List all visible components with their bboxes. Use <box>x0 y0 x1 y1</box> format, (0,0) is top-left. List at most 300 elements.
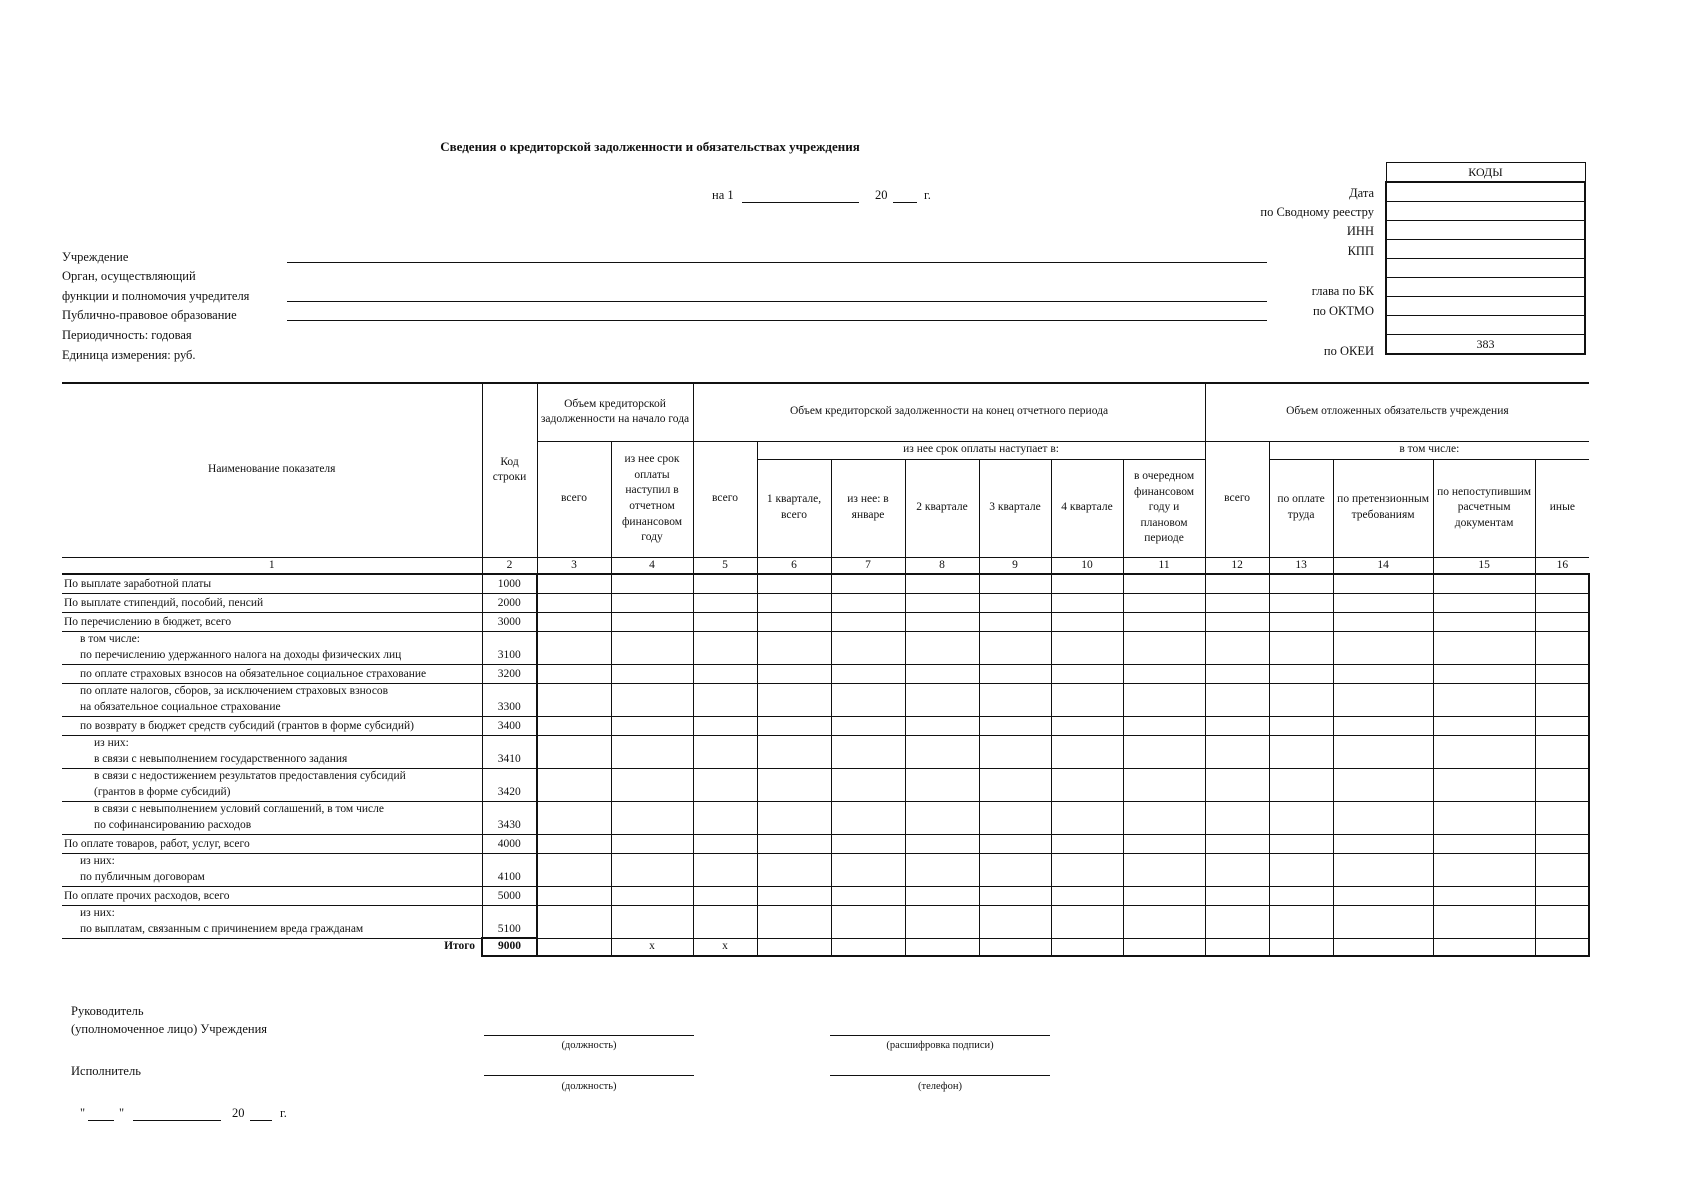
th-q4: 4 квартале <box>1051 459 1123 557</box>
cell-col-10[interactable] <box>1051 735 1123 768</box>
row-name: по оплате страховых взносов на обязательное социальное страхование <box>62 664 482 683</box>
cell-col-8[interactable] <box>905 905 979 938</box>
col-number-2: 2 <box>482 557 537 574</box>
sign-date-month-field[interactable] <box>133 1120 221 1121</box>
cell-col-6[interactable] <box>757 593 831 612</box>
cell-col-4[interactable] <box>611 735 693 768</box>
code-value-date[interactable] <box>1386 182 1585 202</box>
col-number-11: 11 <box>1123 557 1205 574</box>
cell-col-12[interactable] <box>1205 593 1269 612</box>
cell-col-4[interactable] <box>611 612 693 631</box>
cell-col-8[interactable] <box>905 683 979 716</box>
cell-col-6[interactable] <box>757 905 831 938</box>
cell-col-10[interactable] <box>1051 631 1123 664</box>
cell-col-15[interactable] <box>1433 612 1535 631</box>
cell-col-6[interactable] <box>757 716 831 735</box>
th-q1: 1 квартале, всего <box>757 459 831 557</box>
cell-col-10[interactable] <box>1051 801 1123 834</box>
cell-col-7[interactable] <box>831 593 905 612</box>
cell-col-3[interactable] <box>537 612 611 631</box>
cell-col-16[interactable] <box>1535 574 1589 593</box>
cell-col-11[interactable] <box>1123 664 1205 683</box>
cell-col-14[interactable] <box>1333 664 1433 683</box>
total-cell-col-12[interactable] <box>1205 938 1269 956</box>
cell-col-7[interactable] <box>831 886 905 905</box>
cell-col-15[interactable] <box>1433 683 1535 716</box>
code-label-kpp: КПП <box>1347 244 1374 258</box>
th-other: иные <box>1535 459 1589 557</box>
cell-col-11[interactable] <box>1123 801 1205 834</box>
row-name: из них: по выплатам, связанным с причинением вреда гражданам <box>62 905 482 938</box>
col-number-9: 9 <box>979 557 1051 574</box>
cell-col-13[interactable] <box>1269 716 1333 735</box>
cell-col-7[interactable] <box>831 612 905 631</box>
cell-col-8[interactable] <box>905 574 979 593</box>
row-name: По оплате прочих расходов, всего <box>62 886 482 905</box>
cell-col-16[interactable] <box>1535 631 1589 664</box>
cell-col-13[interactable] <box>1269 834 1333 853</box>
cell-col-5[interactable] <box>693 735 757 768</box>
cell-col-10[interactable] <box>1051 593 1123 612</box>
cell-col-6[interactable] <box>757 664 831 683</box>
cell-col-13[interactable] <box>1269 905 1333 938</box>
cell-col-3[interactable] <box>537 664 611 683</box>
cell-col-3[interactable] <box>537 735 611 768</box>
cell-col-3[interactable] <box>537 768 611 801</box>
table-row <box>62 886 1589 905</box>
cell-col-7[interactable] <box>831 905 905 938</box>
institution-field[interactable] <box>287 262 1267 263</box>
cell-col-15[interactable] <box>1433 905 1535 938</box>
cell-col-14[interactable] <box>1333 735 1433 768</box>
cell-col-8[interactable] <box>905 834 979 853</box>
cell-col-16[interactable] <box>1535 801 1589 834</box>
head-position-caption: (должность) <box>561 1040 617 1051</box>
cell-col-6[interactable] <box>757 768 831 801</box>
cell-col-3[interactable] <box>537 683 611 716</box>
total-cell-col-10[interactable] <box>1051 938 1123 956</box>
row-code: 3000 <box>482 612 537 631</box>
cell-col-5[interactable] <box>693 768 757 801</box>
total-cell-col-15[interactable] <box>1433 938 1535 956</box>
cell-col-7[interactable] <box>831 664 905 683</box>
cell-col-7[interactable] <box>831 834 905 853</box>
sign-date-suffix: г. <box>280 1106 287 1120</box>
page-title: Сведения о кредиторской задолженности и обязательствах учреждения <box>440 139 860 154</box>
cell-col-9[interactable] <box>979 853 1051 886</box>
cell-col-4[interactable] <box>611 768 693 801</box>
date-day-month-field[interactable] <box>742 202 859 203</box>
cell-col-5[interactable] <box>693 612 757 631</box>
cell-col-6[interactable] <box>757 735 831 768</box>
cell-col-7[interactable] <box>831 631 905 664</box>
cell-col-16[interactable] <box>1535 768 1589 801</box>
cell-col-12[interactable] <box>1205 683 1269 716</box>
total-cell-col-11[interactable] <box>1123 938 1205 956</box>
row-code: 3430 <box>482 801 537 834</box>
cell-col-10[interactable] <box>1051 834 1123 853</box>
cell-col-14[interactable] <box>1333 683 1433 716</box>
total-cell-col-7[interactable] <box>831 938 905 956</box>
cell-col-3[interactable] <box>537 716 611 735</box>
cell-col-3[interactable] <box>537 834 611 853</box>
cell-col-14[interactable] <box>1333 801 1433 834</box>
cell-col-11[interactable] <box>1123 905 1205 938</box>
total-cell-col-3[interactable] <box>537 938 611 956</box>
cell-col-10[interactable] <box>1051 683 1123 716</box>
code-value-bk[interactable] <box>1386 278 1585 297</box>
unit-label: Единица измерения: руб. <box>62 348 196 362</box>
cell-col-14[interactable] <box>1333 631 1433 664</box>
cell-col-10[interactable] <box>1051 853 1123 886</box>
cell-col-10[interactable] <box>1051 574 1123 593</box>
cell-col-5[interactable] <box>693 716 757 735</box>
cell-col-11[interactable] <box>1123 683 1205 716</box>
col-number-12: 12 <box>1205 557 1269 574</box>
cell-col-11[interactable] <box>1123 834 1205 853</box>
row-code: 1000 <box>482 574 537 593</box>
cell-col-16[interactable] <box>1535 593 1589 612</box>
organ-label-2: функции и полномочия учредителя <box>62 289 250 303</box>
code-label-inn: ИНН <box>1346 224 1374 238</box>
cell-col-8[interactable] <box>905 631 979 664</box>
row-name: из них: в связи с невыполнением государственного задания <box>62 735 482 768</box>
cell-col-16[interactable] <box>1535 716 1589 735</box>
report-table <box>62 382 1590 957</box>
cell-col-8[interactable] <box>905 716 979 735</box>
cell-col-4[interactable] <box>611 834 693 853</box>
th-end-due: из нее срок оплаты наступает в: <box>757 441 1205 459</box>
cell-col-3[interactable] <box>537 853 611 886</box>
row-code: 4000 <box>482 834 537 853</box>
cell-col-9[interactable] <box>979 593 1051 612</box>
cell-col-9[interactable] <box>979 612 1051 631</box>
cell-col-7[interactable] <box>831 683 905 716</box>
head-position-field[interactable] <box>484 1035 694 1036</box>
cell-col-11[interactable] <box>1123 574 1205 593</box>
col-number-10: 10 <box>1051 557 1123 574</box>
cell-col-9[interactable] <box>979 631 1051 664</box>
row-code: 5100 <box>482 905 537 938</box>
cell-col-12[interactable] <box>1205 768 1269 801</box>
cell-col-9[interactable] <box>979 768 1051 801</box>
date-suffix: г. <box>924 188 931 202</box>
total-x-mark: x <box>693 938 757 956</box>
sign-date-day-field[interactable] <box>88 1120 114 1121</box>
cell-col-12[interactable] <box>1205 886 1269 905</box>
cell-col-6[interactable] <box>757 853 831 886</box>
cell-col-14[interactable] <box>1333 612 1433 631</box>
col-number-8: 8 <box>905 557 979 574</box>
cell-col-4[interactable] <box>611 664 693 683</box>
cell-col-13[interactable] <box>1269 664 1333 683</box>
cell-col-11[interactable] <box>1123 735 1205 768</box>
cell-col-5[interactable] <box>693 905 757 938</box>
cell-col-15[interactable] <box>1433 768 1535 801</box>
cell-col-5[interactable] <box>693 834 757 853</box>
executor-phone-field[interactable] <box>830 1075 1050 1076</box>
cell-col-7[interactable] <box>831 768 905 801</box>
cell-col-14[interactable] <box>1333 886 1433 905</box>
cell-col-12[interactable] <box>1205 853 1269 886</box>
cell-col-13[interactable] <box>1269 631 1333 664</box>
cell-col-4[interactable] <box>611 853 693 886</box>
cell-col-9[interactable] <box>979 905 1051 938</box>
cell-col-7[interactable] <box>831 735 905 768</box>
institution-label: Учреждение <box>62 250 129 264</box>
code-label-registry: по Сводному реестру <box>1260 205 1374 219</box>
cell-col-13[interactable] <box>1269 612 1333 631</box>
code-value-oktmo[interactable] <box>1386 297 1585 316</box>
cell-col-13[interactable] <box>1269 853 1333 886</box>
col-number-4: 4 <box>611 557 693 574</box>
cell-col-10[interactable] <box>1051 664 1123 683</box>
cell-col-15[interactable] <box>1433 801 1535 834</box>
cell-col-3[interactable] <box>537 574 611 593</box>
codes-header: КОДЫ <box>1386 163 1585 183</box>
cell-col-15[interactable] <box>1433 593 1535 612</box>
code-value-registry[interactable] <box>1386 202 1585 221</box>
cell-col-3[interactable] <box>537 886 611 905</box>
cell-col-16[interactable] <box>1535 886 1589 905</box>
cell-col-13[interactable] <box>1269 683 1333 716</box>
cell-col-13[interactable] <box>1269 886 1333 905</box>
th-q2: 2 квартале <box>905 459 979 557</box>
sign-date-year-prefix: 20 <box>232 1106 245 1120</box>
total-cell-col-6[interactable] <box>757 938 831 956</box>
table-row <box>62 853 1589 886</box>
row-code: 5000 <box>482 886 537 905</box>
th-code: Код строки <box>482 383 537 557</box>
cell-col-11[interactable] <box>1123 612 1205 631</box>
cell-col-13[interactable] <box>1269 593 1333 612</box>
cell-col-7[interactable] <box>831 716 905 735</box>
cell-col-15[interactable] <box>1433 574 1535 593</box>
total-cell-col-9[interactable] <box>979 938 1051 956</box>
cell-col-14[interactable] <box>1333 853 1433 886</box>
cell-col-13[interactable] <box>1269 801 1333 834</box>
cell-col-12[interactable] <box>1205 664 1269 683</box>
table-row <box>62 801 1589 834</box>
public-entity-field[interactable] <box>287 320 1267 321</box>
organ-label-1: Орган, осуществляющий <box>62 269 196 283</box>
cell-col-16[interactable] <box>1535 735 1589 768</box>
table-row <box>62 716 1589 735</box>
cell-col-12[interactable] <box>1205 735 1269 768</box>
th-q3: 3 квартале <box>979 459 1051 557</box>
total-cell-col-14[interactable] <box>1333 938 1433 956</box>
cell-col-12[interactable] <box>1205 834 1269 853</box>
executor-position-caption: (должность) <box>561 1081 617 1092</box>
cell-col-11[interactable] <box>1123 886 1205 905</box>
cell-col-9[interactable] <box>979 716 1051 735</box>
cell-col-16[interactable] <box>1535 683 1589 716</box>
cell-col-15[interactable] <box>1433 716 1535 735</box>
cell-col-5[interactable] <box>693 631 757 664</box>
code-value-inn[interactable] <box>1386 221 1585 240</box>
cell-col-15[interactable] <box>1433 631 1535 664</box>
cell-col-4[interactable] <box>611 631 693 664</box>
cell-col-5[interactable] <box>693 853 757 886</box>
cell-col-8[interactable] <box>905 593 979 612</box>
cell-col-10[interactable] <box>1051 905 1123 938</box>
row-code: 3420 <box>482 768 537 801</box>
cell-col-4[interactable] <box>611 593 693 612</box>
total-cell-col-8[interactable] <box>905 938 979 956</box>
code-value-okei[interactable]: 383 <box>1386 335 1585 355</box>
cell-col-15[interactable] <box>1433 853 1535 886</box>
sign-date-quote-open: " <box>80 1106 86 1120</box>
cell-col-6[interactable] <box>757 631 831 664</box>
total-cell-col-13[interactable] <box>1269 938 1333 956</box>
cell-col-12[interactable] <box>1205 612 1269 631</box>
date-year-field[interactable] <box>893 202 917 203</box>
cell-col-11[interactable] <box>1123 593 1205 612</box>
periodicity-label: Периодичность: годовая <box>62 328 192 342</box>
cell-col-3[interactable] <box>537 593 611 612</box>
cell-col-7[interactable] <box>831 574 905 593</box>
cell-col-4[interactable] <box>611 886 693 905</box>
cell-col-5[interactable] <box>693 886 757 905</box>
cell-col-16[interactable] <box>1535 905 1589 938</box>
total-x-mark: x <box>611 938 693 956</box>
code-value-blank[interactable] <box>1386 259 1585 278</box>
total-row <box>62 938 1589 956</box>
cell-col-9[interactable] <box>979 801 1051 834</box>
sign-date-year-field[interactable] <box>250 1120 272 1121</box>
cell-col-6[interactable] <box>757 612 831 631</box>
cell-col-4[interactable] <box>611 574 693 593</box>
cell-col-6[interactable] <box>757 886 831 905</box>
row-code: 3300 <box>482 683 537 716</box>
total-code: 9000 <box>482 938 537 956</box>
cell-col-14[interactable] <box>1333 716 1433 735</box>
cell-col-14[interactable] <box>1333 768 1433 801</box>
cell-col-9[interactable] <box>979 834 1051 853</box>
cell-col-8[interactable] <box>905 768 979 801</box>
cell-col-14[interactable] <box>1333 593 1433 612</box>
cell-col-9[interactable] <box>979 683 1051 716</box>
cell-col-6[interactable] <box>757 683 831 716</box>
col-number-5: 5 <box>693 557 757 574</box>
cell-col-5[interactable] <box>693 593 757 612</box>
col-number-16: 16 <box>1535 557 1589 574</box>
row-name: по оплате налогов, сборов, за исключением страховых взносов на обязательное социальное страхование <box>62 683 482 716</box>
executor-position-field[interactable] <box>484 1075 694 1076</box>
cell-col-7[interactable] <box>831 801 905 834</box>
cell-col-12[interactable] <box>1205 801 1269 834</box>
cell-col-5[interactable] <box>693 664 757 683</box>
cell-col-4[interactable] <box>611 801 693 834</box>
cell-col-11[interactable] <box>1123 716 1205 735</box>
cell-col-10[interactable] <box>1051 716 1123 735</box>
cell-col-16[interactable] <box>1535 664 1589 683</box>
cell-col-16[interactable] <box>1535 612 1589 631</box>
total-cell-col-16[interactable] <box>1535 938 1589 956</box>
cell-col-3[interactable] <box>537 801 611 834</box>
cell-col-5[interactable] <box>693 801 757 834</box>
cell-col-6[interactable] <box>757 574 831 593</box>
table-row <box>62 905 1589 938</box>
cell-col-8[interactable] <box>905 735 979 768</box>
cell-col-15[interactable] <box>1433 664 1535 683</box>
cell-col-5[interactable] <box>693 683 757 716</box>
cell-col-4[interactable] <box>611 683 693 716</box>
cell-col-15[interactable] <box>1433 735 1535 768</box>
th-jan: из нее: в январе <box>831 459 905 557</box>
cell-col-8[interactable] <box>905 886 979 905</box>
cell-col-13[interactable] <box>1269 735 1333 768</box>
code-label-okei: по ОКЕИ <box>1323 344 1374 358</box>
cell-col-11[interactable] <box>1123 853 1205 886</box>
code-value-kpp[interactable] <box>1386 240 1585 259</box>
cell-col-15[interactable] <box>1433 886 1535 905</box>
executor-phone-caption: (телефон) <box>918 1081 962 1092</box>
cell-col-8[interactable] <box>905 853 979 886</box>
cell-col-5[interactable] <box>693 574 757 593</box>
head-label-2: (уполномоченное лицо) Учреждения <box>71 1022 268 1036</box>
th-begin: Объем кредиторской задолженности на начало года <box>537 383 693 441</box>
th-labor: по оплате труда <box>1269 459 1333 557</box>
cell-col-9[interactable] <box>979 664 1051 683</box>
cell-col-9[interactable] <box>979 735 1051 768</box>
cell-col-8[interactable] <box>905 801 979 834</box>
cell-col-15[interactable] <box>1433 834 1535 853</box>
cell-col-13[interactable] <box>1269 768 1333 801</box>
cell-col-3[interactable] <box>537 905 611 938</box>
row-name: По выплате заработной платы <box>62 574 482 593</box>
cell-col-10[interactable] <box>1051 768 1123 801</box>
cell-col-10[interactable] <box>1051 612 1123 631</box>
table-row <box>62 574 1589 593</box>
organ-field[interactable] <box>287 301 1267 302</box>
code-value-blank-2[interactable] <box>1386 316 1585 335</box>
cell-col-16[interactable] <box>1535 834 1589 853</box>
th-deferred-total: всего <box>1205 441 1269 557</box>
col-number-3: 3 <box>537 557 611 574</box>
cell-col-6[interactable] <box>757 801 831 834</box>
col-number-6: 6 <box>757 557 831 574</box>
cell-col-10[interactable] <box>1051 886 1123 905</box>
cell-col-9[interactable] <box>979 574 1051 593</box>
col-number-14: 14 <box>1333 557 1433 574</box>
head-decoding-field[interactable] <box>830 1035 1050 1036</box>
cell-col-7[interactable] <box>831 853 905 886</box>
cell-col-11[interactable] <box>1123 768 1205 801</box>
row-code: 3100 <box>482 631 537 664</box>
cell-col-14[interactable] <box>1333 574 1433 593</box>
cell-col-12[interactable] <box>1205 716 1269 735</box>
cell-col-4[interactable] <box>611 905 693 938</box>
cell-col-4[interactable] <box>611 716 693 735</box>
cell-col-12[interactable] <box>1205 631 1269 664</box>
cell-col-3[interactable] <box>537 631 611 664</box>
cell-col-6[interactable] <box>757 834 831 853</box>
cell-col-12[interactable] <box>1205 905 1269 938</box>
cell-col-13[interactable] <box>1269 574 1333 593</box>
cell-col-9[interactable] <box>979 886 1051 905</box>
cell-col-16[interactable] <box>1535 853 1589 886</box>
th-begin-overdue: из нее срок оплаты наступил в отчетном финансовом году <box>611 441 693 557</box>
cell-col-8[interactable] <box>905 664 979 683</box>
cell-col-11[interactable] <box>1123 631 1205 664</box>
cell-col-8[interactable] <box>905 612 979 631</box>
public-entity-label: Публично-правовое образование <box>62 308 237 322</box>
cell-col-14[interactable] <box>1333 834 1433 853</box>
cell-col-14[interactable] <box>1333 905 1433 938</box>
cell-col-12[interactable] <box>1205 574 1269 593</box>
table-row <box>62 834 1589 853</box>
